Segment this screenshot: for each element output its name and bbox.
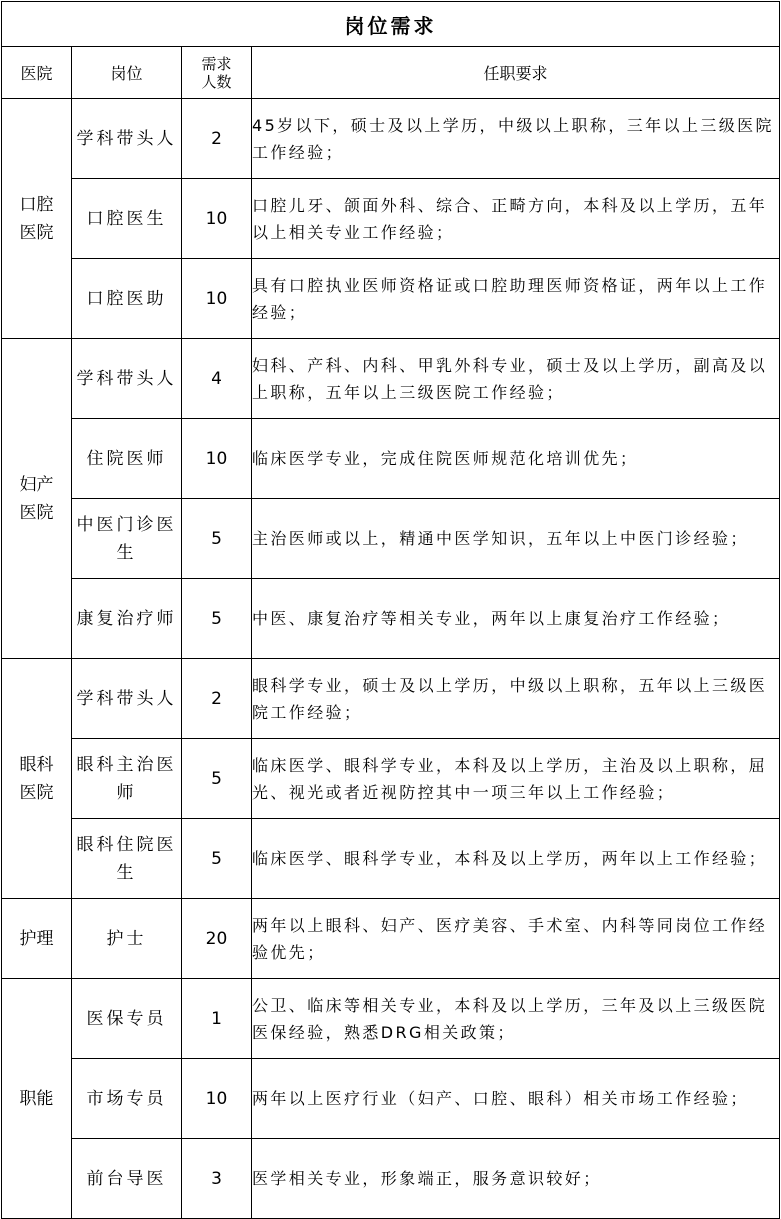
position-cell: 学科带头人 xyxy=(72,339,182,419)
position-cell: 中医门诊医生 xyxy=(72,499,182,579)
header-position: 岗位 xyxy=(72,47,182,99)
headcount-cell: 10 xyxy=(182,1059,252,1139)
header-requirements: 任职要求 xyxy=(252,47,780,99)
requirements-cell: 两年以上眼科、妇产、医疗美容、手术室、内科等同岗位工作经验优先； xyxy=(252,899,780,979)
headcount-cell: 4 xyxy=(182,339,252,419)
headcount-cell: 5 xyxy=(182,739,252,819)
requirements-cell: 临床医学、眼科学专业，本科及以上学历，主治及以上职称，屈光、视光或者近视防控其中一项三年以上工作经验； xyxy=(252,739,780,819)
table-row xyxy=(2,819,780,899)
table-row xyxy=(2,499,780,579)
table-row xyxy=(2,899,780,979)
table-row xyxy=(2,1059,780,1139)
table-row xyxy=(2,339,780,419)
headcount-cell: 1 xyxy=(182,979,252,1059)
table-row xyxy=(2,579,780,659)
department-cell xyxy=(2,659,72,899)
department-name-line1: 口腔 xyxy=(19,194,54,215)
requirements-cell: 45岁以下，硕士及以上学历，中级以上职称，三年以上三级医院工作经验； xyxy=(252,99,780,179)
table-row xyxy=(2,739,780,819)
header-count-line2: 人数 xyxy=(201,72,232,91)
table-title: 岗位需求 xyxy=(2,2,780,47)
position-cell: 康复治疗师 xyxy=(72,579,182,659)
department-cell xyxy=(2,99,72,339)
requirements-cell: 具有口腔执业医师资格证或口腔助理医师资格证，两年以上工作经验； xyxy=(252,259,780,339)
department-name-line1: 眼科 xyxy=(19,754,54,775)
position-cell: 眼科主治医师 xyxy=(72,739,182,819)
headcount-cell: 5 xyxy=(182,819,252,899)
table-row xyxy=(2,179,780,259)
headcount-cell: 10 xyxy=(182,179,252,259)
headcount-cell: 2 xyxy=(182,99,252,179)
department-name-line2: 医院 xyxy=(19,222,54,243)
department-name-line2: 医院 xyxy=(19,782,54,803)
requirements-cell: 口腔儿牙、颌面外科、综合、正畸方向，本科及以上学历，五年以上相关专业工作经验； xyxy=(252,179,780,259)
requirements-cell: 眼科学专业，硕士及以上学历，中级以上职称，五年以上三级医院工作经验； xyxy=(252,659,780,739)
table-row xyxy=(2,1139,780,1219)
department-name-line1: 职能 xyxy=(19,1088,54,1109)
department-name-line1: 妇产 xyxy=(19,474,54,495)
headcount-cell: 10 xyxy=(182,419,252,499)
table-row xyxy=(2,259,780,339)
position-cell: 住院医师 xyxy=(72,419,182,499)
table-row xyxy=(2,99,780,179)
department-cell xyxy=(2,979,72,1219)
table-row xyxy=(2,659,780,739)
requirements-cell: 医学相关专业，形象端正，服务意识较好； xyxy=(252,1139,780,1219)
department-cell xyxy=(2,339,72,659)
job-requirements-table xyxy=(1,1,780,1219)
requirements-cell: 妇科、产科、内科、甲乳外科专业，硕士及以上学历，副高及以上职称，五年以上三级医院工作经验； xyxy=(252,339,780,419)
headcount-cell: 10 xyxy=(182,259,252,339)
requirements-cell: 主治医师或以上，精通中医学知识，五年以上中医门诊经验； xyxy=(252,499,780,579)
position-cell: 医保专员 xyxy=(72,979,182,1059)
headcount-cell: 5 xyxy=(182,579,252,659)
header-row xyxy=(2,47,780,99)
position-cell: 市场专员 xyxy=(72,1059,182,1139)
position-cell: 前台导医 xyxy=(72,1139,182,1219)
position-cell: 学科带头人 xyxy=(72,659,182,739)
headcount-cell: 20 xyxy=(182,899,252,979)
department-name-line2: 医院 xyxy=(19,502,54,523)
headcount-cell: 5 xyxy=(182,499,252,579)
position-cell: 眼科住院医生 xyxy=(72,819,182,899)
position-cell: 护士 xyxy=(72,899,182,979)
position-cell: 口腔医生 xyxy=(72,179,182,259)
headcount-cell: 2 xyxy=(182,659,252,739)
requirements-cell: 临床医学、眼科学专业，本科及以上学历，两年以上工作经验； xyxy=(252,819,780,899)
table-row xyxy=(2,419,780,499)
title-row xyxy=(2,2,780,47)
table-row xyxy=(2,979,780,1059)
header-count xyxy=(182,47,252,99)
requirements-cell: 中医、康复治疗等相关专业，两年以上康复治疗工作经验； xyxy=(252,579,780,659)
requirements-cell: 临床医学专业，完成住院医师规范化培训优先； xyxy=(252,419,780,499)
requirements-cell: 公卫、临床等相关专业，本科及以上学历，三年及以上三级医院医保经验，熟悉DRG相关政策； xyxy=(252,979,780,1059)
department-cell xyxy=(2,899,72,979)
headcount-cell: 3 xyxy=(182,1139,252,1219)
header-count-line1: 需求 xyxy=(201,54,232,73)
department-name-line1: 护理 xyxy=(19,928,54,949)
position-cell: 口腔医助 xyxy=(72,259,182,339)
position-cell: 学科带头人 xyxy=(72,99,182,179)
header-department: 医院 xyxy=(2,47,72,99)
requirements-cell: 两年以上医疗行业（妇产、口腔、眼科）相关市场工作经验； xyxy=(252,1059,780,1139)
